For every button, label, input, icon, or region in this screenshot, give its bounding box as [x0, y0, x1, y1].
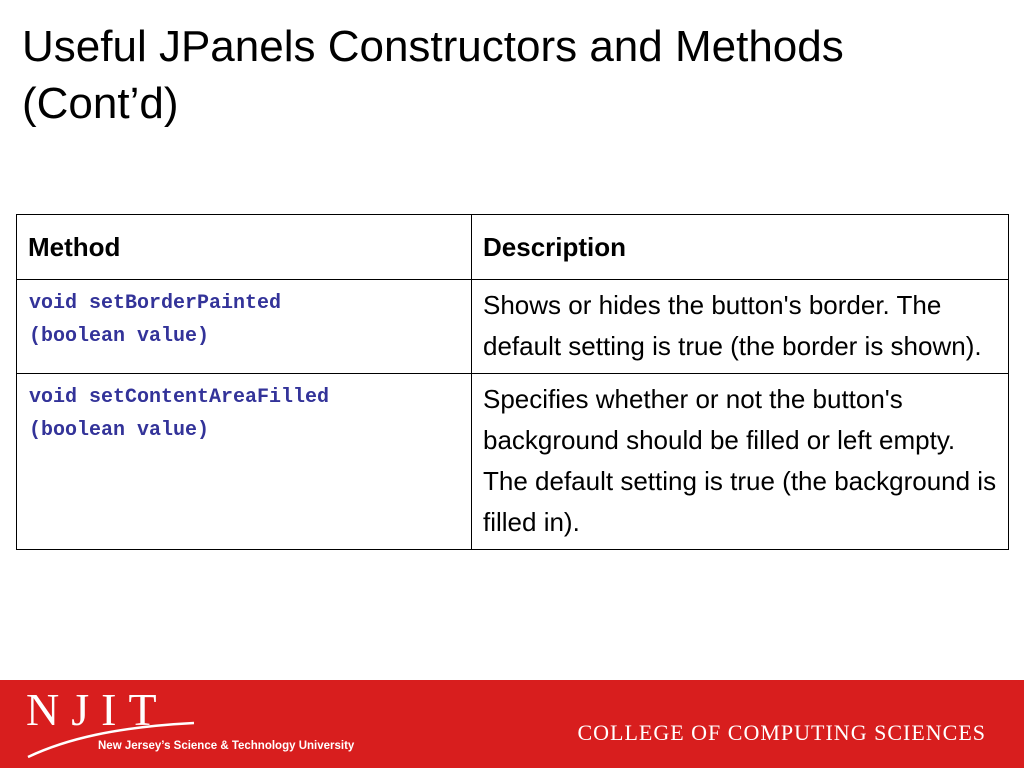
method-signature: void setBorderPainted [29, 292, 282, 315]
methods-table [16, 214, 1009, 550]
njit-swoosh-icon [26, 717, 196, 761]
method-description: Shows or hides the button's border. The default setting is true (the border is shown). [472, 280, 1009, 374]
njit-tagline: New Jersey’s Science & Technology University [98, 740, 355, 752]
method-signature-cell [17, 280, 472, 374]
table-row [17, 374, 1009, 550]
method-description: Specifies whether or not the button's background should be filled or left empty. The default setting is true (the background is filled in). [472, 374, 1009, 550]
college-name: COLLEGE OF COMPUTING SCIENCES [577, 720, 986, 745]
method-signature-cell [17, 374, 472, 550]
table-header-row [17, 215, 1009, 280]
footer-band [0, 680, 1024, 768]
njit-logo [26, 685, 376, 765]
method-parameters: (boolean value) [29, 325, 210, 348]
njit-logo-letters: NJIT [26, 684, 169, 735]
column-header-method: Method [17, 215, 472, 280]
method-signature: void setContentAreaFilled [29, 386, 330, 409]
slide-title: Useful JPanels Constructors and Methods (Cont’d) [22, 22, 844, 128]
column-header-description: Description [472, 215, 1009, 280]
table-row [17, 280, 1009, 374]
method-parameters: (boolean value) [29, 419, 210, 442]
